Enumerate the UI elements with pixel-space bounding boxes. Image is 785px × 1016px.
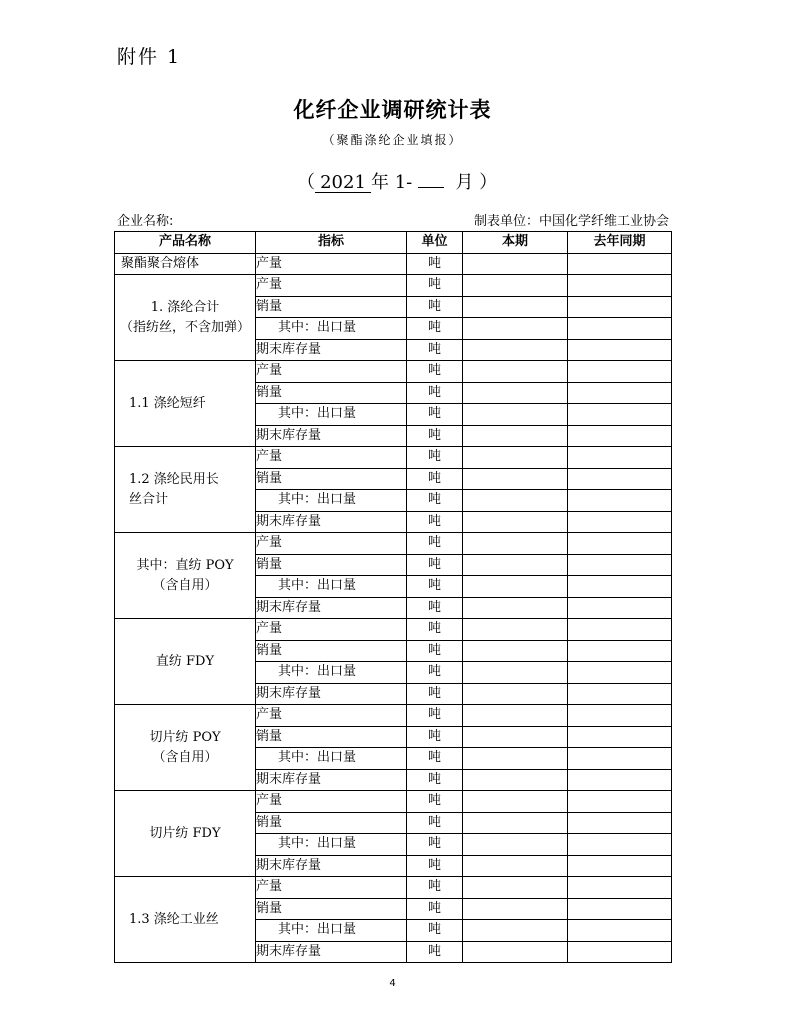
unit-cell: 吨 xyxy=(407,726,463,748)
last-year-input[interactable] xyxy=(568,576,672,598)
indicator-cell: 产量 xyxy=(256,275,407,297)
table-row xyxy=(115,447,672,469)
unit-cell: 吨 xyxy=(407,941,463,963)
indicator-cell: 期末库存量 xyxy=(256,425,407,447)
indicator-cell: 产量 xyxy=(256,253,407,275)
unit-cell: 吨 xyxy=(407,791,463,813)
indicator-cell: 期末库存量 xyxy=(256,941,407,963)
indicator-cell: 其中：出口量 xyxy=(256,318,407,340)
unit-cell: 吨 xyxy=(407,662,463,684)
product-name-line1: 切片纺 FDY xyxy=(149,825,221,841)
unit-cell: 吨 xyxy=(407,769,463,791)
current-period-input[interactable] xyxy=(463,662,568,684)
last-year-input[interactable] xyxy=(568,253,672,275)
indicator-cell: 产量 xyxy=(256,533,407,555)
table-row xyxy=(115,533,672,555)
company-name-label: 企业名称: xyxy=(117,214,174,229)
last-year-input[interactable] xyxy=(568,533,672,555)
last-year-input[interactable] xyxy=(568,748,672,770)
table-row xyxy=(115,791,672,813)
table-row xyxy=(115,619,672,641)
unit-cell: 吨 xyxy=(407,920,463,942)
product-name-cell xyxy=(115,705,256,791)
last-year-input[interactable] xyxy=(568,855,672,877)
unit-cell: 吨 xyxy=(407,855,463,877)
product-name-cell: 聚酯聚合熔体 xyxy=(115,253,256,275)
indicator-cell: 销量 xyxy=(256,812,407,834)
current-period-input[interactable] xyxy=(463,425,568,447)
current-period-input[interactable] xyxy=(463,468,568,490)
last-year-input[interactable] xyxy=(568,468,672,490)
last-year-input[interactable] xyxy=(568,597,672,619)
last-year-input[interactable] xyxy=(568,361,672,383)
unit-cell: 吨 xyxy=(407,511,463,533)
current-period-input[interactable] xyxy=(463,597,568,619)
last-year-input[interactable] xyxy=(568,296,672,318)
indicator-cell: 销量 xyxy=(256,382,407,404)
indicator-cell: 其中：出口量 xyxy=(256,920,407,942)
product-name-cell xyxy=(115,275,256,361)
indicator-cell: 产量 xyxy=(256,877,407,899)
product-name-cell xyxy=(115,877,256,963)
page-subtitle: （聚酯涤纶企业填报） xyxy=(322,133,463,147)
product-name-line1: 1. 涤纶合计 xyxy=(150,299,220,315)
product-name-line2: （含自用） xyxy=(152,577,218,593)
current-period-input[interactable] xyxy=(463,855,568,877)
table-row xyxy=(115,361,672,383)
unit-cell: 吨 xyxy=(407,812,463,834)
last-year-input[interactable] xyxy=(568,447,672,469)
table-row xyxy=(115,877,672,899)
last-year-input[interactable] xyxy=(568,619,672,641)
unit-cell: 吨 xyxy=(407,683,463,705)
current-period-input[interactable] xyxy=(463,898,568,920)
last-year-input[interactable] xyxy=(568,877,672,899)
current-period-input[interactable] xyxy=(463,511,568,533)
current-period-input[interactable] xyxy=(463,640,568,662)
indicator-cell: 其中：出口量 xyxy=(256,662,407,684)
unit-cell: 吨 xyxy=(407,296,463,318)
header-current-period: 本期 xyxy=(463,232,568,254)
current-period-input[interactable] xyxy=(463,726,568,748)
current-period-input[interactable] xyxy=(463,877,568,899)
table-header-row xyxy=(115,232,672,254)
indicator-cell: 期末库存量 xyxy=(256,597,407,619)
current-period-input[interactable] xyxy=(463,447,568,469)
product-name-cell xyxy=(115,619,256,705)
last-year-input[interactable] xyxy=(568,662,672,684)
last-year-input[interactable] xyxy=(568,834,672,856)
last-year-input[interactable] xyxy=(568,683,672,705)
last-year-input[interactable] xyxy=(568,382,672,404)
period-close-paren: ） xyxy=(479,172,498,193)
last-year-input[interactable] xyxy=(568,318,672,340)
unit-cell: 吨 xyxy=(407,576,463,598)
period-open-paren: （ xyxy=(297,172,315,193)
product-name-line1: 直纺 FDY xyxy=(155,653,215,669)
indicator-cell: 产量 xyxy=(256,791,407,813)
unit-cell: 吨 xyxy=(407,748,463,770)
unit-cell: 吨 xyxy=(407,877,463,899)
current-period-input[interactable] xyxy=(463,404,568,426)
unit-cell: 吨 xyxy=(407,425,463,447)
indicator-cell: 销量 xyxy=(256,296,407,318)
last-year-input[interactable] xyxy=(568,769,672,791)
current-period-input[interactable] xyxy=(463,296,568,318)
last-year-input[interactable] xyxy=(568,898,672,920)
indicator-cell: 销量 xyxy=(256,726,407,748)
product-name-line1: 1.1 涤纶短纤 xyxy=(129,395,206,411)
product-name-line1: 其中：直纺 POY xyxy=(136,557,234,573)
product-name-line2: 丝合计 xyxy=(129,491,169,507)
current-period-input[interactable] xyxy=(463,748,568,770)
product-name-line1: 1.2 涤纶民用长 xyxy=(129,471,219,487)
table-row xyxy=(115,705,672,727)
header-product-name: 产品名称 xyxy=(115,232,256,254)
report-period xyxy=(297,168,497,194)
indicator-cell: 销量 xyxy=(256,554,407,576)
period-month-field[interactable] xyxy=(418,187,444,188)
unit-cell: 吨 xyxy=(407,597,463,619)
header-unit: 单位 xyxy=(407,232,463,254)
statistics-table xyxy=(114,231,672,963)
last-year-input[interactable] xyxy=(568,554,672,576)
unit-cell: 吨 xyxy=(407,404,463,426)
last-year-input[interactable] xyxy=(568,425,672,447)
last-year-input[interactable] xyxy=(568,404,672,426)
last-year-input[interactable] xyxy=(568,339,672,361)
indicator-cell: 销量 xyxy=(256,640,407,662)
indicator-cell: 其中：出口量 xyxy=(256,748,407,770)
indicator-cell: 期末库存量 xyxy=(256,855,407,877)
product-name-cell xyxy=(115,533,256,619)
header-indicator: 指标 xyxy=(256,232,407,254)
current-period-input[interactable] xyxy=(463,834,568,856)
product-name-line2: （指纺丝，不含加弹） xyxy=(119,319,250,335)
unit-cell: 吨 xyxy=(407,898,463,920)
current-period-input[interactable] xyxy=(463,554,568,576)
product-name-cell xyxy=(115,791,256,877)
current-period-input[interactable] xyxy=(463,339,568,361)
indicator-cell: 产量 xyxy=(256,361,407,383)
product-name-line1: 切片纺 POY xyxy=(149,729,221,745)
last-year-input[interactable] xyxy=(568,726,672,748)
indicator-cell: 产量 xyxy=(256,619,407,641)
current-period-input[interactable] xyxy=(463,812,568,834)
current-period-input[interactable] xyxy=(463,361,568,383)
product-name-cell xyxy=(115,361,256,447)
indicator-cell: 其中：出口量 xyxy=(256,404,407,426)
unit-cell: 吨 xyxy=(407,361,463,383)
period-year-suffix: 年 1- xyxy=(371,172,413,193)
table-maker-label: 制表单位：中国化学纤维工业协会 xyxy=(473,214,669,229)
current-period-input[interactable] xyxy=(463,576,568,598)
unit-cell: 吨 xyxy=(407,447,463,469)
indicator-cell: 期末库存量 xyxy=(256,511,407,533)
indicator-cell: 其中：出口量 xyxy=(256,834,407,856)
indicator-cell: 销量 xyxy=(256,468,407,490)
unit-cell: 吨 xyxy=(407,554,463,576)
page-number: 4 xyxy=(389,978,396,989)
unit-cell: 吨 xyxy=(407,619,463,641)
indicator-cell: 期末库存量 xyxy=(256,339,407,361)
unit-cell: 吨 xyxy=(407,490,463,512)
header-last-year-period: 去年同期 xyxy=(568,232,672,254)
current-period-input[interactable] xyxy=(463,533,568,555)
current-period-input[interactable] xyxy=(463,683,568,705)
last-year-input[interactable] xyxy=(568,941,672,963)
unit-cell: 吨 xyxy=(407,533,463,555)
current-period-input[interactable] xyxy=(463,619,568,641)
table-row xyxy=(115,275,672,297)
current-period-input[interactable] xyxy=(463,275,568,297)
last-year-input[interactable] xyxy=(568,812,672,834)
last-year-input[interactable] xyxy=(568,490,672,512)
unit-cell: 吨 xyxy=(407,253,463,275)
last-year-input[interactable] xyxy=(568,511,672,533)
unit-cell: 吨 xyxy=(407,382,463,404)
indicator-cell: 期末库存量 xyxy=(256,683,407,705)
product-name-line2: （含自用） xyxy=(152,749,218,765)
page-title: 化纤企业调研统计表 xyxy=(293,98,492,122)
last-year-input[interactable] xyxy=(568,705,672,727)
indicator-cell: 产量 xyxy=(256,705,407,727)
current-period-input[interactable] xyxy=(463,253,568,275)
current-period-input[interactable] xyxy=(463,705,568,727)
period-year-field[interactable]: 2021 xyxy=(315,174,371,193)
unit-cell: 吨 xyxy=(407,834,463,856)
product-name-line1: 1.3 涤纶工业丝 xyxy=(129,911,219,927)
current-period-input[interactable] xyxy=(463,791,568,813)
unit-cell: 吨 xyxy=(407,275,463,297)
indicator-cell: 其中：出口量 xyxy=(256,490,407,512)
unit-cell: 吨 xyxy=(407,318,463,340)
unit-cell: 吨 xyxy=(407,640,463,662)
last-year-input[interactable] xyxy=(568,275,672,297)
current-period-input[interactable] xyxy=(463,318,568,340)
product-name-cell xyxy=(115,447,256,533)
indicator-cell: 销量 xyxy=(256,898,407,920)
current-period-input[interactable] xyxy=(463,941,568,963)
last-year-input[interactable] xyxy=(568,920,672,942)
indicator-cell: 其中：出口量 xyxy=(256,576,407,598)
attachment-label: 附件 1 xyxy=(117,46,182,68)
current-period-input[interactable] xyxy=(463,490,568,512)
last-year-input[interactable] xyxy=(568,640,672,662)
current-period-input[interactable] xyxy=(463,920,568,942)
unit-cell: 吨 xyxy=(407,468,463,490)
unit-cell: 吨 xyxy=(407,339,463,361)
table-row xyxy=(115,253,672,275)
current-period-input[interactable] xyxy=(463,382,568,404)
last-year-input[interactable] xyxy=(568,791,672,813)
current-period-input[interactable] xyxy=(463,769,568,791)
indicator-cell: 期末库存量 xyxy=(256,769,407,791)
unit-cell: 吨 xyxy=(407,705,463,727)
period-month-suffix: 月 xyxy=(455,172,474,193)
indicator-cell: 产量 xyxy=(256,447,407,469)
